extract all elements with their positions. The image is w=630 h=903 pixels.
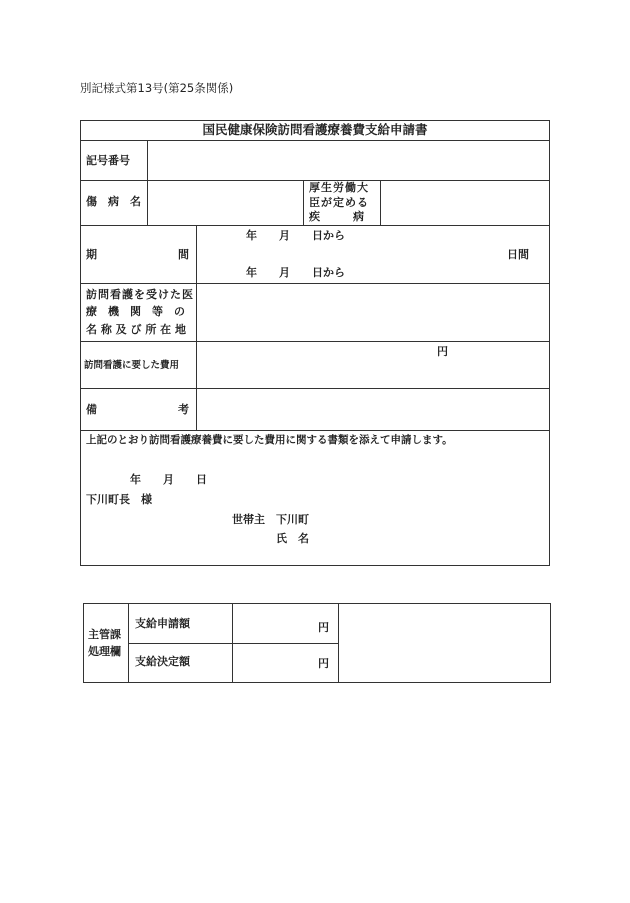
office-stamp-area[interactable]: [341, 606, 548, 681]
column-divider: [196, 225, 197, 430]
row-divider: [80, 225, 550, 226]
record-number-label: 記号番号: [86, 154, 130, 167]
designated-disease-label-1: 厚生労働大: [309, 181, 369, 194]
row-divider: [80, 341, 550, 342]
application-date: 年 月 日: [130, 473, 207, 486]
row-divider: [80, 388, 550, 389]
decided-amount-unit: 円: [318, 657, 329, 670]
cost-unit: 円: [437, 345, 448, 358]
column-divider: [380, 180, 381, 225]
requested-amount-unit: 円: [318, 621, 329, 634]
cost-label: 訪問看護に要した費用: [84, 360, 180, 371]
row-divider: [80, 283, 550, 284]
column-divider: [303, 180, 304, 225]
period-from-2: 年 月 日から: [246, 266, 345, 279]
period-label-left: 期: [86, 248, 97, 261]
decided-amount-label: 支給決定額: [135, 655, 190, 668]
row-divider: [80, 140, 550, 141]
remarks-field[interactable]: [199, 390, 548, 428]
institution-label-3: 名 称 及 び 所 在 地: [86, 323, 186, 336]
decided-amount-field[interactable]: [235, 646, 315, 681]
row-divider: [80, 430, 550, 431]
column-divider: [338, 603, 339, 683]
designated-disease-field[interactable]: [383, 182, 548, 223]
applicant-name-label: 氏 名: [276, 532, 309, 545]
office-section-label-1: 主管課: [88, 628, 121, 641]
period-from-1: 年 月 日から: [246, 229, 345, 242]
institution-label-2: 療 機 関 等 の: [86, 305, 185, 318]
row-divider: [128, 643, 338, 644]
addressee: 下川町長 様: [86, 493, 152, 506]
remarks-label-right: 考: [178, 403, 189, 416]
period-days: 日間: [507, 248, 529, 261]
record-number-field[interactable]: [150, 142, 548, 178]
householder-label: 世帯主 下川町: [232, 513, 309, 526]
office-section-label-2: 処理欄: [88, 645, 121, 658]
period-label-right: 間: [178, 248, 189, 261]
designated-disease-label-2: 臣が定める: [309, 196, 369, 209]
institution-field[interactable]: [199, 285, 548, 339]
designated-disease-label-3: 疾 病: [309, 210, 364, 223]
remarks-label-left: 備: [86, 403, 97, 416]
institution-label-1: 訪問看護を受けた医: [86, 288, 194, 301]
requested-amount-label: 支給申請額: [135, 617, 190, 630]
form-title: 国民健康保険訪問看護療養費支給申請書: [202, 122, 428, 137]
cost-field[interactable]: [199, 343, 548, 386]
declaration-text: 上記のとおり訪問看護療養費に要した費用に関する書類を添えて申請します。: [86, 434, 453, 446]
form-number: 別記様式第13号(第25条関係): [80, 81, 234, 95]
disease-label: 傷 病 名: [86, 195, 141, 208]
column-divider: [147, 140, 148, 225]
requested-amount-field[interactable]: [235, 606, 315, 641]
disease-field[interactable]: [150, 182, 301, 223]
